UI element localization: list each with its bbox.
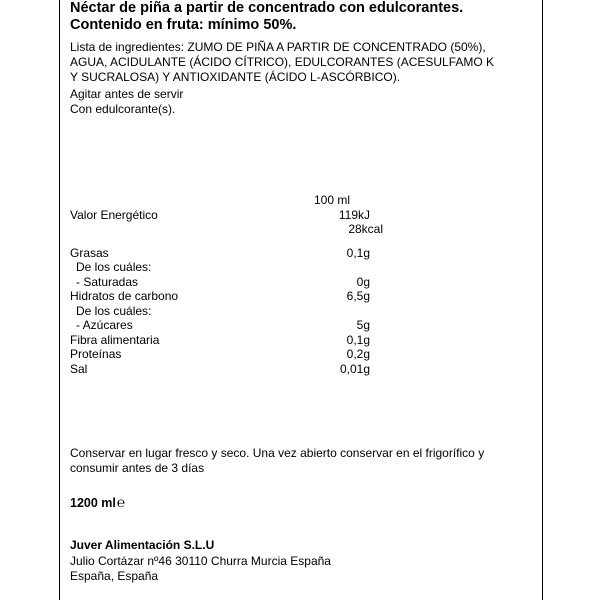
storage-line-1: Conservar en lugar fresco y seco. Una vez abierto conservar en el frigorífico y xyxy=(70,446,485,460)
nutrient-name: Sal xyxy=(70,361,88,376)
nutrient-name: De los cuáles: xyxy=(76,303,152,318)
nutrient-name: De los cuáles: xyxy=(76,260,152,274)
nutrition-row-of-which-fat xyxy=(70,260,370,275)
nutrition-row-fibre xyxy=(70,333,370,348)
nutrition-row-of-which-carbs xyxy=(70,304,370,319)
sweetener-notice: Con edulcorante(s). xyxy=(70,102,176,116)
nutrient-value: 119kJ xyxy=(338,207,370,222)
ingredients-line-2: AGUA, ACIDULANTE (ÁCIDO CÍTRICO), EDULCORANTES (ACESULFAMO K xyxy=(70,55,495,69)
nutrient-value: 28kcal xyxy=(348,222,383,236)
volume-value: 1200 ml xyxy=(70,496,116,510)
company-name: Juver Alimentación S.L.U xyxy=(70,538,215,552)
nutrient-name: Fibra alimentaria xyxy=(70,332,160,347)
company-address: Julio Cortázar nº46 30110 Churra Murcia España xyxy=(70,553,331,568)
nutrition-row-fat xyxy=(70,246,370,261)
company-country: España, España xyxy=(70,569,159,583)
storage-line-2: consumir antes de 3 días xyxy=(70,461,205,475)
per-100ml-label: 100 ml xyxy=(314,193,351,207)
nutrient-name: Hidratos de carbono xyxy=(70,289,179,303)
ingredients-line-3: Y SUCRALOSA) Y ANTIOXIDANTE (ÁCIDO L-ASCÓRBICO). xyxy=(70,70,401,84)
nutrition-row-kcal xyxy=(70,222,383,237)
nutrient-value: 0g xyxy=(356,274,370,289)
nutrition-row-carbs xyxy=(70,289,370,304)
fruit-content: Contenido en fruta: mínimo 50%. xyxy=(70,17,297,33)
nutrient-value: 0,1g xyxy=(346,245,370,260)
nutrient-value: 6,5g xyxy=(346,289,370,303)
shake-instruction: Agitar antes de servir xyxy=(70,87,184,101)
nutrition-header-row xyxy=(70,193,370,208)
nutrient-name: - Saturadas xyxy=(76,274,139,289)
product-title: Néctar de piña a partir de concentrado con edulcorantes. xyxy=(70,0,464,16)
nutrient-name: Valor Energético xyxy=(70,207,158,222)
nutrition-table xyxy=(70,193,383,376)
nutrition-row-energy xyxy=(70,208,370,223)
nutrient-value: 0,01g xyxy=(339,361,370,376)
ingredients-block xyxy=(70,40,536,85)
nutrient-value: 0,2g xyxy=(346,347,370,361)
company-info xyxy=(70,538,536,585)
nutrient-name: - Azúcares xyxy=(76,318,133,332)
nutrition-row-saturated xyxy=(70,275,370,290)
nutrient-name: Grasas xyxy=(70,245,109,260)
nutrition-row-protein xyxy=(70,347,370,362)
nutrition-row-sugars xyxy=(70,318,370,333)
estimated-sign-icon: ℮ xyxy=(116,494,126,510)
nutrient-value: 0,1g xyxy=(346,332,370,347)
nutrient-value: 5g xyxy=(356,318,370,332)
nutrient-name: Proteínas xyxy=(70,347,122,361)
net-quantity xyxy=(70,494,125,510)
ingredients-line-1: Lista de ingredientes: ZUMO DE PIÑA A PARTIR DE CONCENTRADO (50%), xyxy=(70,40,486,54)
label-content xyxy=(70,0,536,117)
storage-instructions xyxy=(70,446,536,476)
nutrition-row-salt xyxy=(70,362,370,377)
